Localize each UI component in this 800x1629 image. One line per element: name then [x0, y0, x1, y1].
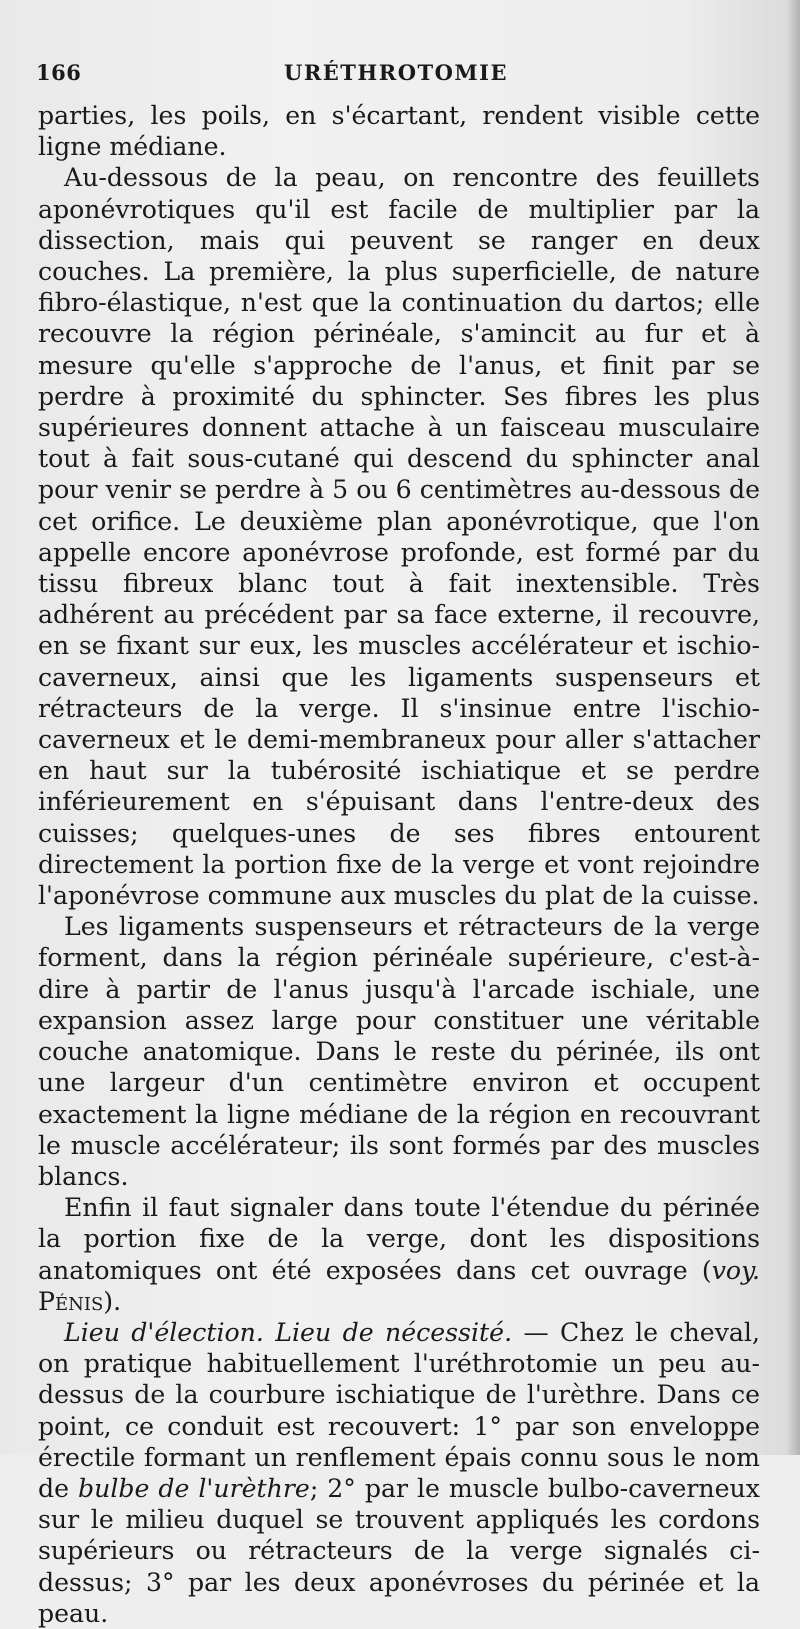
page-gutter-shadow	[786, 0, 800, 1455]
italic-term: bulbe de l'urèthre	[78, 1473, 310, 1503]
cross-reference-target: Pénis	[38, 1286, 104, 1316]
section-lead: Lieu d'élection. Lieu de nécessité.	[64, 1317, 513, 1347]
body-text	[38, 100, 760, 1629]
paragraph-text: Chez le cheval, on pratique habituellement l'uréthrotomie un peu au-dessus de la courbure ischiatique de l'urèthre. Dans ce point, ce conduit est recouvert: 1° par son enveloppe érectile formant un renflement épais connu sous le nom de	[38, 1317, 760, 1503]
running-title: URÉTHROTOMIE	[284, 60, 508, 85]
page-header	[36, 60, 756, 94]
paragraph-portion-fixe	[38, 1192, 760, 1317]
paragraph-text-end: ; 2° par le muscle bulbo-caverneux sur le milieu duquel se trouvent appliqués les cordons supérieurs ou rétracteurs de la verge signalés ci-dessus; 3° par les deux aponévroses du périnée et la peau.	[38, 1473, 760, 1628]
paragraph-aponevroses: Au-dessous de la peau, on rencontre des feuillets aponévrotiques qu'il est facile de multiplier par la dissection, mais qui peuvent se ranger en deux couches. La première, la plus superficielle, de nature fibro-élastique, n'est que la continuation du dartos; elle recouvre la région périnéale, s'amincit au fur et à mesure qu'elle s'approche de l'anus, et finit par se perdre à proximité du sphincter. Ses fibres les plus supérieures donnent attache à un faisceau musculaire tout à fait sous-cutané qui descend du sphincter anal pour venir se perdre à 5 ou 6 centimètres au-dessous de cet orifice. Le deuxième plan aponévrotique, que l'on appelle encore aponévrose profonde, est formé par du tissu fibreux blanc tout à fait inextensible. Très adhérent au précédent par sa face externe, il recouvre, en se fixant sur eux, les muscles accélérateur et ischio-caverneux, ainsi que les ligaments suspenseurs et rétracteurs de la verge. Il s'insinue entre l'ischio-caverneux et le demi-membraneux pour aller s'attacher en haut sur la tubérosité ischiatique et se perdre inférieurement en s'épuisant dans l'entre-deux des cuisses; quelques-unes de ses fibres entourent directement la portion fixe de la verge et vont rejoindre l'aponévrose commune aux muscles du plat de la cuisse.	[38, 163, 760, 911]
paragraph-text-end: ).	[103, 1286, 122, 1316]
paragraph-continuation: parties, les poils, en s'écartant, rendent visible cette ligne médiane.	[38, 101, 760, 162]
cross-reference-voy: voy.	[711, 1255, 760, 1285]
paragraph-ligaments: Les ligaments suspenseurs et rétracteurs de la verge forment, dans la région périnéale supérieure, c'est-à-dire à partir de l'anus jusqu'à l'arcade ischiale, une expansion assez large pour constituer une véritable couche anatomique. Dans le reste du périnée, ils ont une largeur d'un centimètre environ et occupent exactement la ligne médiane de la région en recouvrant le muscle accélérateur; ils sont formés par des muscles blancs.	[38, 912, 760, 1191]
paragraph-lieu-election	[38, 1317, 760, 1629]
em-dash: —	[512, 1317, 561, 1347]
paragraph-text: Enfin il faut signaler dans toute l'étendue du périnée la portion fixe de la verge, dont les dispositions anatomiques ont été exposées dans cet ouvrage (	[38, 1193, 760, 1285]
page-number: 166	[36, 60, 82, 85]
